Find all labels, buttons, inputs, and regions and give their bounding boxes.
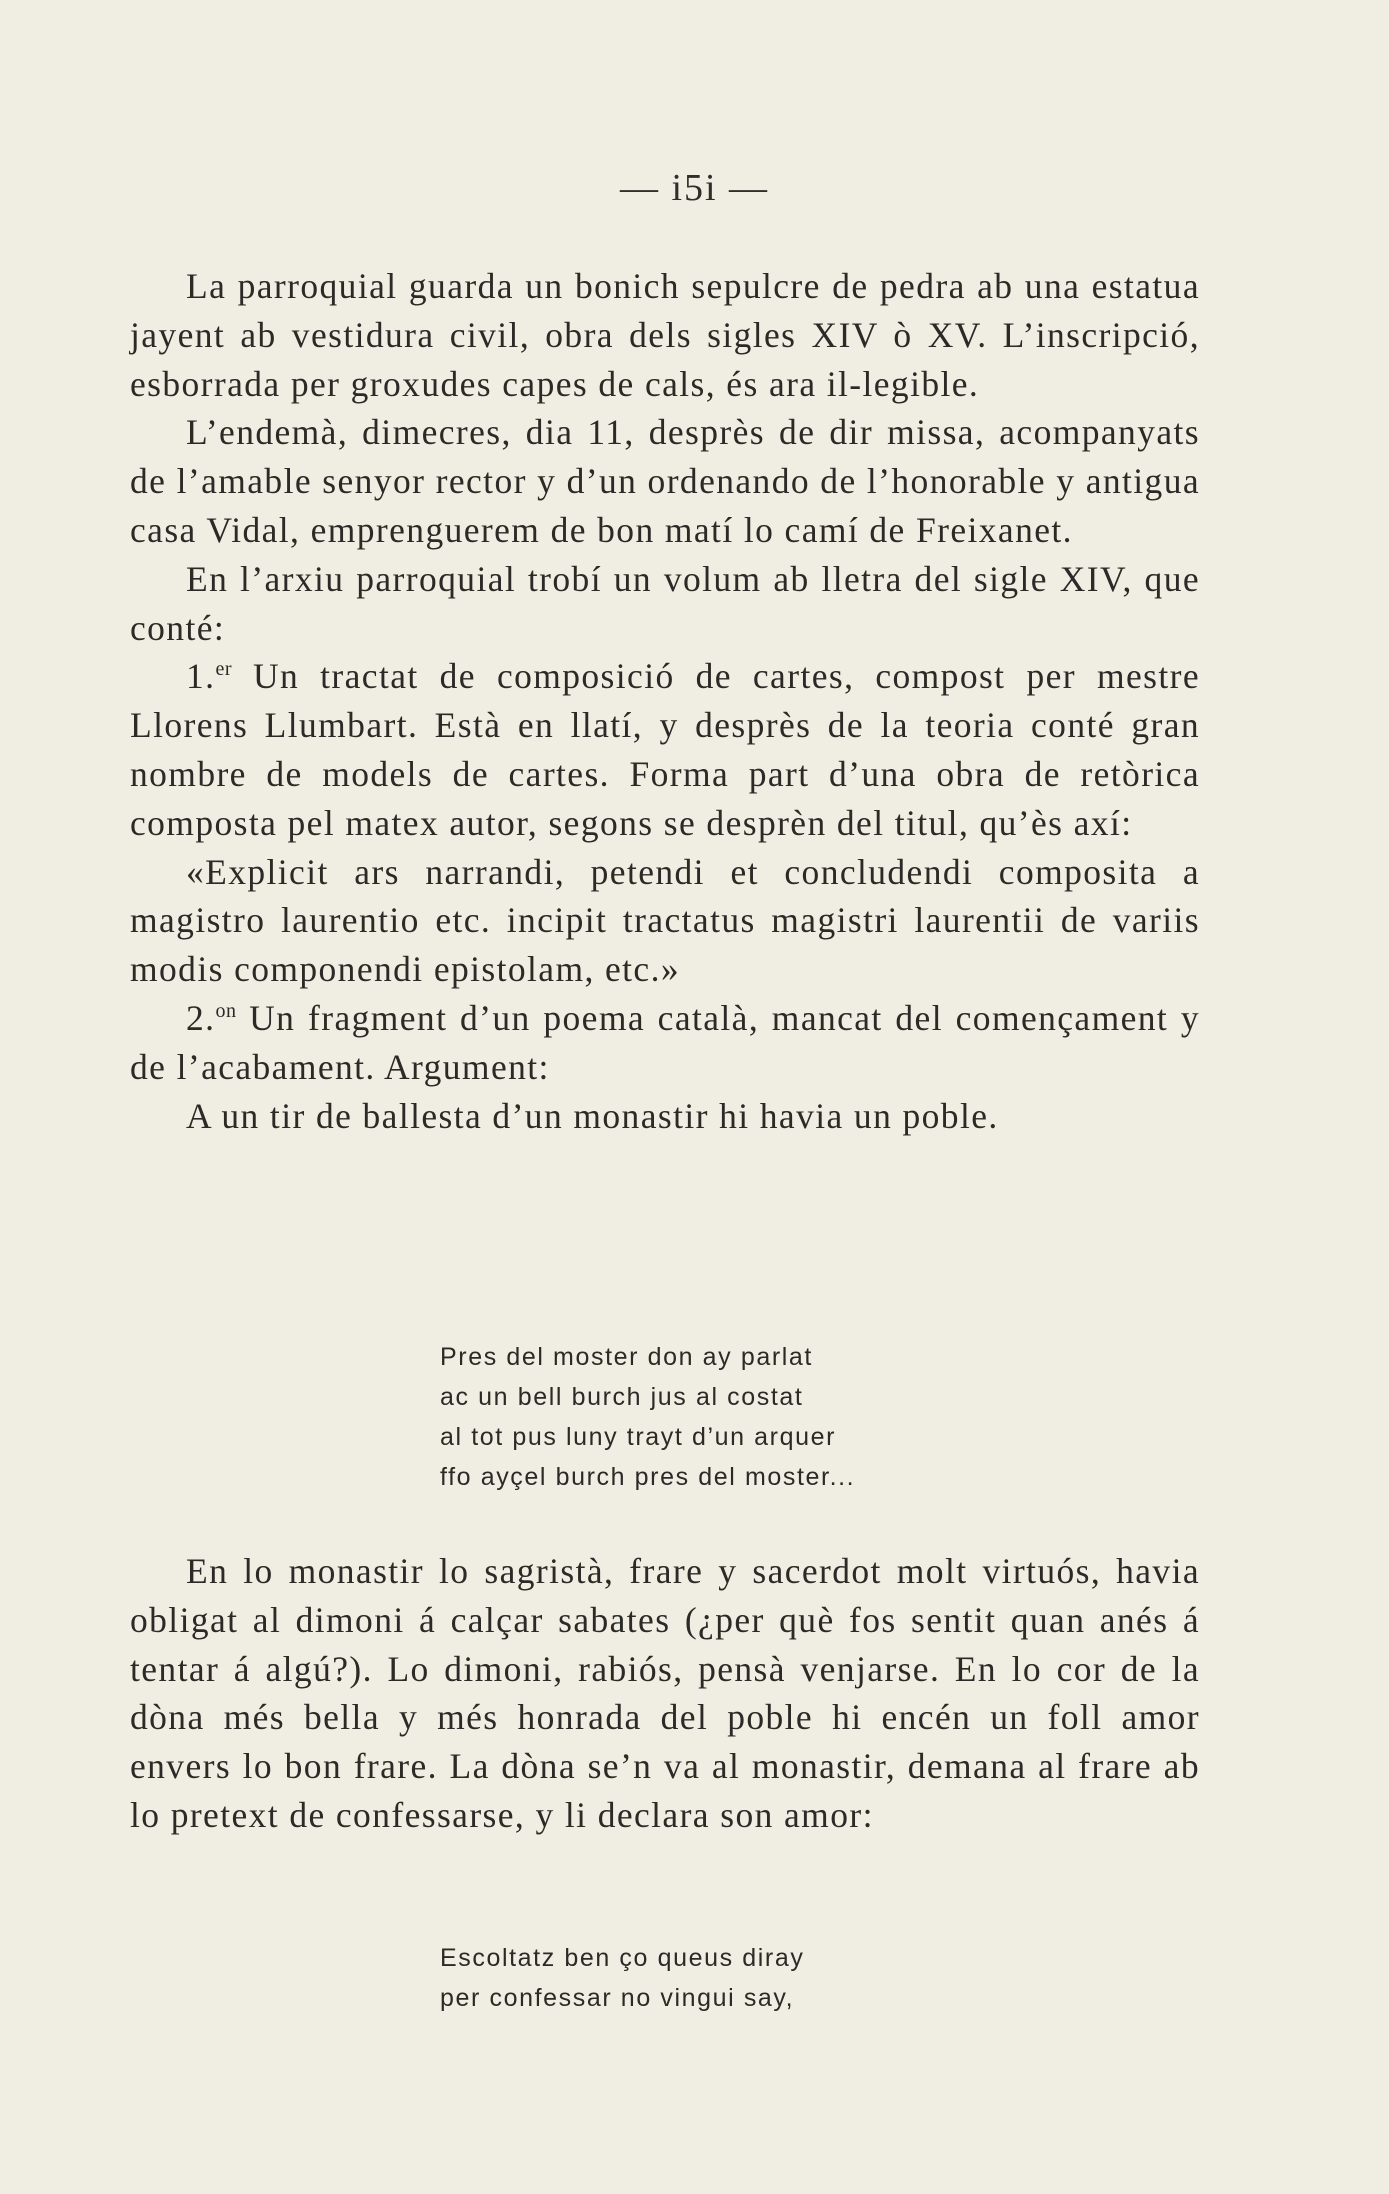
- paragraph-item-2: [130, 994, 1200, 1092]
- item-1-ordinal: 1.: [186, 656, 216, 697]
- verse-quote-2: [440, 1938, 1140, 2018]
- verse-line: Pres del moster don ay parlat: [440, 1343, 813, 1371]
- paragraph-item-1: [130, 652, 1200, 847]
- main-text-block: [130, 262, 1200, 1140]
- item-2-text: Un fragment d’un poema català, mancat del començament y de l’acabament. Argument:: [130, 997, 1200, 1087]
- verse-line: al tot pus luny trayt d’un arquer: [440, 1423, 837, 1451]
- paragraph-sepulcre: La parroquial guarda un bonich sepulcre de pedra ab una estatua jayent ab vestidura civil, obra dels sigles XIV ò XV. L’inscripció, esborrada per groxudes capes de cals, és ara il-legible.: [130, 266, 1200, 404]
- second-text-block: [130, 1547, 1200, 1840]
- paragraph-latin-quote: «Explicit ars narrandi, petendi et concludendi composita a magistro laurentio etc. incipit tractatus magistri laurentii de variis modis componendi epistolam, etc.»: [130, 851, 1200, 990]
- item-2-ordinal: 2.: [186, 997, 216, 1038]
- paragraph-argument: A un tir de ballesta d’un monastir hi havia un poble.: [186, 1095, 999, 1136]
- paragraph-freixanet: L’endemà, dimecres, dia 11, desprès de dir missa, acompanyats de l’amable senyor rector y d’un ordenando de l’honorable y antigua casa Vidal, emprenguerem de bon matí lo camí de Freixanet.: [130, 412, 1200, 550]
- item-1-text: Un tractat de composició de cartes, compost per mestre Llorens Llumbart. Està en llatí, y desprès de la teoria conté gran nombre de models de cartes. Forma part d’una obra de retòrica composta pel matex autor, segons se desprèn del titul, qu’ès axí:: [130, 656, 1200, 843]
- page-number: — i5i —: [619, 167, 770, 209]
- paragraph-monastir: En lo monastir lo sagristà, frare y sacerdot molt virtuós, havia obligat al dimoni á calçar sabates (¿per què fos sentit quan anés á tentar á algú?). Lo dimoni, rabiós, pensà venjarse. En lo cor de la dòna més bella y més honrada del poble hi encén un foll amor envers lo bon frare. La dòna se’n va al monastir, demana al frare ab lo pretext de confessarse, y li declara son amor:: [130, 1551, 1200, 1835]
- verse-line: ac un bell burch jus al costat: [440, 1383, 804, 1411]
- paragraph-arxiu: En l’arxiu parroquial trobí un volum ab lletra del sigle XIV, que conté:: [130, 558, 1200, 648]
- verse-line: Escoltatz ben ço queus diray: [440, 1944, 805, 1972]
- verse-quote-1: [440, 1337, 1140, 1497]
- verse-line: ffo ayçel burch pres del moster...: [440, 1463, 856, 1491]
- verse-line: per confessar no vingui say,: [440, 1984, 795, 2012]
- item-2-superscript: on: [215, 1000, 237, 1023]
- item-1-superscript: er: [215, 658, 232, 681]
